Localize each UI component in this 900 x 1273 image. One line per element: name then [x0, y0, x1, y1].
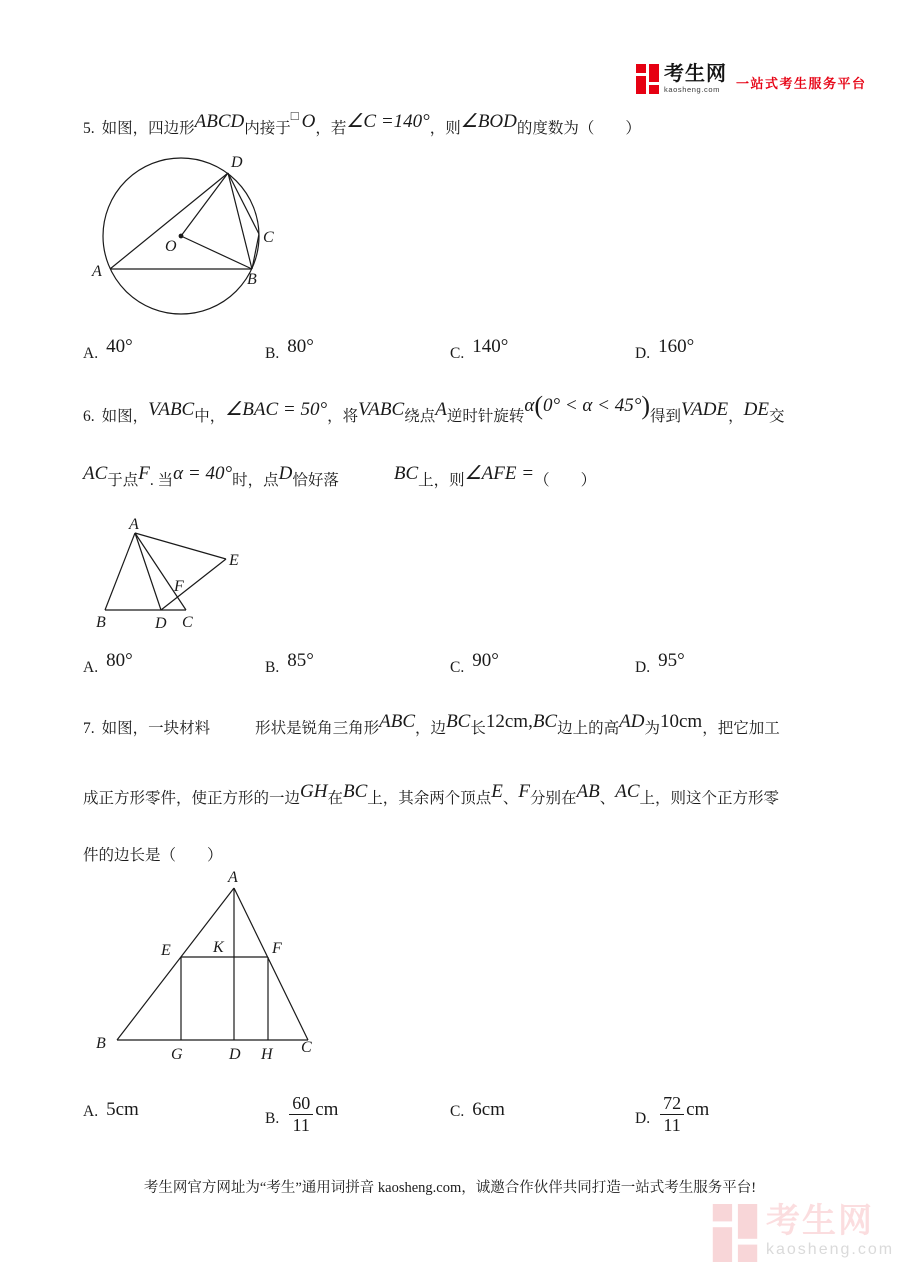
fraction-numerator: 72 — [660, 1093, 684, 1115]
q6-text: 恰好落 — [292, 472, 339, 489]
q6-text: 绕点 — [404, 408, 436, 425]
q5-option-c[interactable] — [450, 326, 508, 375]
q6-number: 6. — [83, 408, 95, 425]
option-label: C. — [450, 345, 465, 362]
q7-math-12cm: 12cm, — [485, 711, 533, 732]
option-label: D. — [635, 659, 651, 676]
label-b: B — [96, 1035, 106, 1052]
q7-text: 上，其余两个顶点 — [367, 790, 492, 807]
option-value: 80° — [287, 336, 314, 357]
range: 0° < α < 45° — [543, 395, 642, 416]
brand-name: 考生网 — [664, 63, 727, 86]
label-c: C — [182, 614, 193, 631]
q7-option-a[interactable] — [83, 1082, 139, 1140]
label-k: K — [213, 939, 224, 956]
q5-math-o: O — [301, 111, 316, 132]
label-a: A — [129, 516, 139, 533]
brand-logo — [636, 64, 867, 94]
q6-text: ，将 — [327, 408, 359, 425]
q5-options — [0, 326, 900, 386]
q6-text: 得到 — [649, 408, 681, 425]
q5-text: ，若 — [315, 120, 347, 137]
label-d: D — [229, 1046, 241, 1063]
label-e: E — [161, 942, 171, 959]
q6-math-d: D — [278, 463, 293, 484]
q5-figure-circle — [80, 150, 300, 330]
option-label: D. — [635, 1110, 651, 1127]
brand-text — [664, 64, 727, 94]
label-d: D — [155, 615, 167, 632]
q7-text: 件的边长是（ ） — [83, 847, 223, 864]
right-paren: ) — [641, 391, 650, 420]
q6-option-c[interactable] — [450, 640, 499, 689]
q6-text: 交 — [768, 408, 785, 425]
watermark-domain: kaosheng.com — [766, 1241, 895, 1258]
label-c: C — [263, 229, 274, 246]
brand-domain: kaosheng.com — [664, 85, 720, 95]
q6-text: 中， — [194, 408, 226, 425]
q7-text: 如图，一块材料 — [101, 720, 211, 737]
q7-text: 形状是锐角三角形 — [255, 720, 380, 737]
option-label: D. — [635, 345, 651, 362]
option-label: B. — [265, 345, 280, 362]
q7-text: ，把它加工 — [702, 720, 780, 737]
q6-math-vabc: VABC — [148, 399, 195, 420]
q5-option-d[interactable] — [635, 326, 694, 375]
watermark-text — [766, 1204, 894, 1258]
label-o: O — [165, 238, 177, 255]
q7-option-d[interactable] — [635, 1082, 709, 1147]
label-b: B — [247, 271, 257, 288]
q7-math-e: E — [491, 781, 503, 802]
q5-text: 内接于 — [244, 120, 291, 137]
option-value: 6cm — [472, 1099, 505, 1120]
center-point — [179, 234, 184, 239]
option-value: 85° — [287, 650, 314, 671]
q6-math-vabc2: VABC — [358, 399, 405, 420]
label-h: H — [261, 1046, 273, 1063]
fraction-unit: cm — [686, 1099, 710, 1120]
q6-text: 时，点 — [232, 472, 279, 489]
q7-text: 为 — [644, 720, 660, 737]
left-paren: ( — [534, 391, 543, 420]
q6-option-d[interactable] — [635, 640, 685, 689]
q6-text: （ ） — [534, 472, 597, 489]
option-value: 80° — [106, 650, 133, 671]
q7-math-ac: AC — [615, 781, 640, 802]
q6-math-ac: AC — [83, 463, 108, 484]
q7-math-bc2: BC — [532, 711, 558, 732]
circle-symbol: □ — [290, 108, 299, 123]
option-label: A. — [83, 345, 99, 362]
q6-math-angle-bac: ∠BAC = 50° — [225, 399, 328, 420]
q6-figure-triangle — [85, 510, 270, 635]
label-f: F — [272, 940, 282, 957]
q6-stem-line2 — [83, 452, 596, 503]
q6-stem-line1 — [83, 384, 785, 439]
q6-math-alpha-range — [524, 391, 650, 420]
q7-text: 、 — [502, 790, 519, 807]
option-label: A. — [83, 1103, 99, 1120]
option-label: A. — [83, 659, 99, 676]
fraction-unit: cm — [315, 1099, 339, 1120]
q6-option-a[interactable] — [83, 640, 133, 689]
q7-text: 边上的高 — [557, 720, 620, 737]
q6-math-de: DE — [743, 399, 769, 420]
fraction — [289, 1093, 313, 1135]
q5-text: 如图，四边形 — [101, 120, 195, 137]
q5-math-angle-bod: ∠BOD — [460, 111, 517, 132]
q7-math-ab: AB — [576, 781, 600, 802]
option-label: C. — [450, 659, 465, 676]
q6-text: 于点 — [107, 472, 139, 489]
label-a: A — [92, 263, 102, 280]
option-value: 160° — [658, 336, 695, 357]
label-a: A — [228, 869, 238, 886]
option-value: 140° — [472, 336, 509, 357]
q6-text: 如图， — [101, 408, 149, 425]
label-d: D — [231, 154, 243, 171]
label-c: C — [301, 1039, 312, 1056]
q6-math-angle-afe: ∠AFE = — [464, 463, 535, 484]
q6-math-vade: VADE — [681, 399, 729, 420]
q7-text: 分别在 — [530, 790, 577, 807]
q7-math-10cm: 10cm — [659, 711, 703, 732]
fraction-denominator: 11 — [292, 1115, 310, 1135]
watermark-logo-icon — [712, 1204, 758, 1262]
fraction-denominator: 11 — [663, 1115, 681, 1135]
label-g: G — [171, 1046, 183, 1063]
q7-math-bc3: BC — [342, 781, 368, 802]
q5-option-a[interactable] — [83, 326, 133, 375]
brand-tagline: 一站式考生服务平台 — [736, 75, 867, 91]
q7-number: 7. — [83, 720, 95, 737]
q7-text: 上，则这个正方形零 — [639, 790, 780, 807]
q6-math-f: F — [138, 463, 150, 484]
fraction-numerator: 60 — [289, 1093, 313, 1115]
q6-math-a: A — [435, 399, 447, 420]
q7-math-gh: GH — [300, 781, 328, 802]
q6-math-bc: BC — [393, 463, 419, 484]
option-value: 90° — [472, 650, 499, 671]
footer-text: 考生网官方网址为“考生”通用词拼音 kaosheng.com，诚邀合作伙伴共同打造一站式考生服务平台! — [143, 1180, 757, 1196]
q5-math-angle-c: ∠C =140° — [346, 111, 430, 132]
q6-text: 逆时针旋转 — [446, 408, 525, 425]
q6-text: 上，则 — [418, 472, 465, 489]
option-label: B. — [265, 659, 280, 676]
q5-stem — [83, 94, 641, 151]
q6-math-alpha-40: α = 40° — [173, 463, 233, 484]
q6-text: . 当 — [149, 472, 174, 489]
q6-option-b[interactable] — [265, 640, 314, 689]
q7-stem-line1 — [83, 700, 780, 751]
q7-math-ad: AD — [619, 711, 645, 732]
label-e: E — [229, 552, 239, 569]
q7-math-bc: BC — [446, 711, 471, 732]
q7-options — [0, 1082, 900, 1152]
q5-text: 的度数为（ ） — [516, 120, 641, 137]
q5-number: 5. — [83, 120, 95, 137]
alpha: α — [524, 395, 535, 416]
option-value: 40° — [106, 336, 133, 357]
watermark — [712, 1204, 894, 1262]
q7-text: 长 — [470, 720, 486, 737]
q6-text: ， — [728, 408, 744, 425]
label-b: B — [96, 614, 106, 631]
watermark-name: 考生网 — [766, 1202, 874, 1240]
q7-option-b[interactable] — [265, 1082, 338, 1147]
q5-option-b[interactable] — [265, 326, 314, 375]
kaosheng-logo-icon — [636, 64, 659, 94]
q7-figure-triangle-square — [90, 860, 335, 1072]
option-value: 95° — [658, 650, 685, 671]
q5-math-abcd: ABCD — [194, 111, 245, 132]
option-label: B. — [265, 1110, 280, 1127]
fraction — [660, 1093, 684, 1135]
q7-option-c[interactable] — [450, 1082, 505, 1140]
q6-options — [0, 640, 900, 700]
q7-text: 在 — [327, 790, 343, 807]
q7-math-f: F — [518, 781, 531, 802]
q7-stem-line2 — [83, 770, 779, 821]
q5-text: ，则 — [429, 120, 461, 137]
option-label: C. — [450, 1103, 465, 1120]
option-value: 5cm — [106, 1099, 139, 1120]
q7-text: ，边 — [415, 720, 447, 737]
q7-text: 、 — [599, 790, 616, 807]
label-f: F — [174, 578, 184, 595]
q7-text: 成正方形零件，使正方形的一边 — [83, 790, 301, 807]
q7-math-abc: ABC — [379, 711, 416, 732]
